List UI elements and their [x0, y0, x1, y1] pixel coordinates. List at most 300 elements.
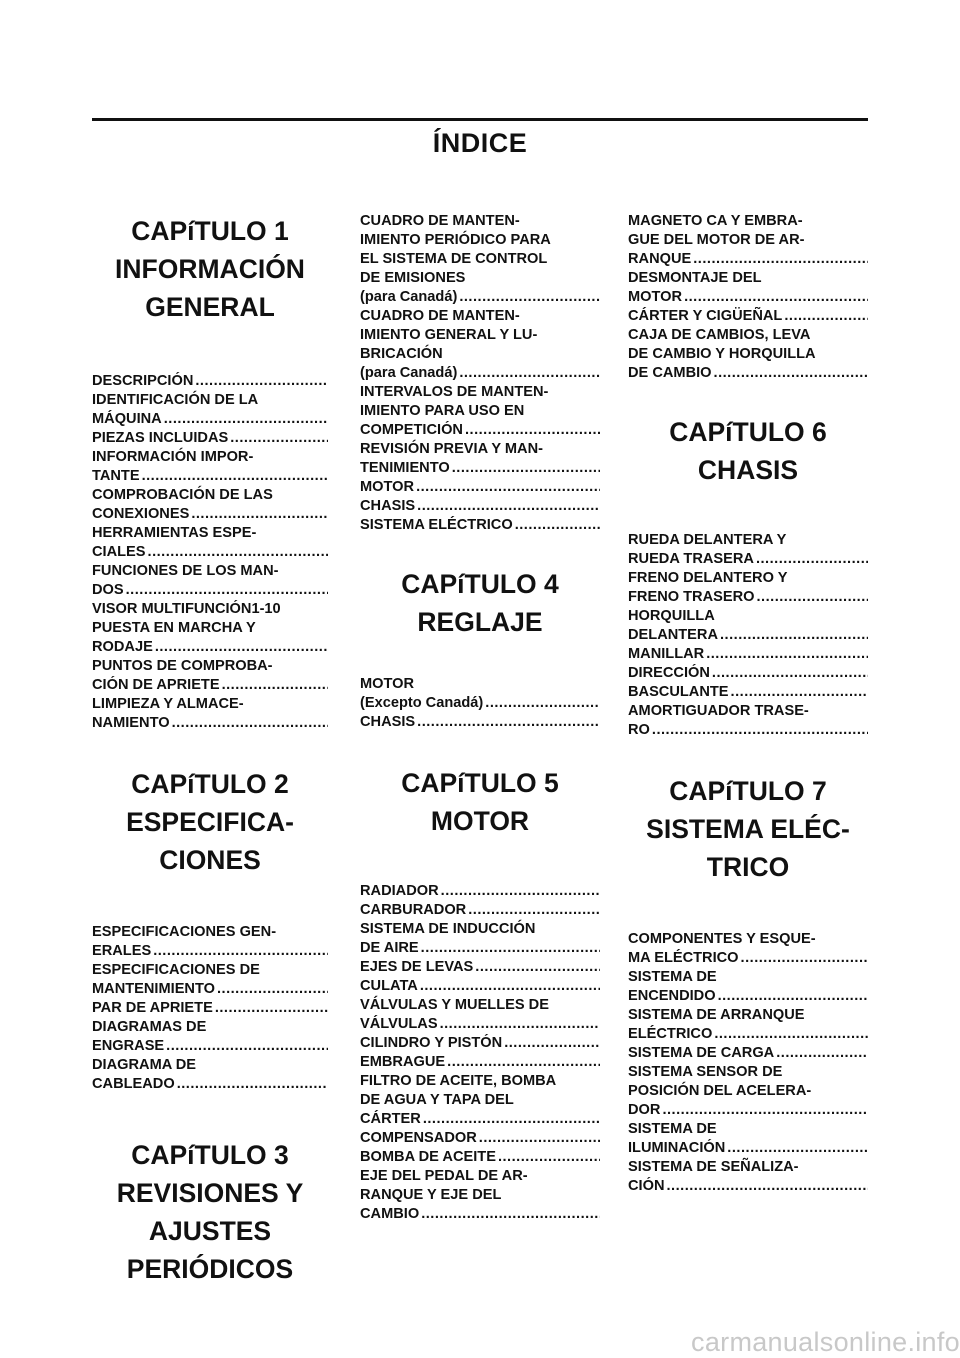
toc-entry-last-line: [360, 1053, 600, 1072]
chapter-heading-line: CHASIS: [697, 455, 799, 485]
dot-leader: [483, 695, 600, 711]
chapter-heading-line: REVISIONES Y: [116, 1178, 304, 1208]
toc-entry[interactable]: [360, 920, 600, 958]
toc-entry-text: MOTOR: [360, 479, 415, 495]
toc-entry-text: DOS: [92, 582, 124, 598]
dot-leader: [457, 289, 600, 305]
toc-entry-text: RADIADOR: [360, 883, 439, 899]
toc-entry[interactable]: [628, 702, 868, 740]
toc-entry[interactable]: [628, 569, 868, 607]
toc-entry-text: VÁLVULAS: [360, 1016, 438, 1032]
toc-entry-last-line: [628, 588, 868, 607]
toc-entry-last-line: [92, 429, 328, 448]
toc-entry-text: MÁQUINA: [92, 411, 162, 427]
toc-entry-last-line: [360, 421, 600, 440]
toc-entry[interactable]: [360, 383, 600, 440]
toc-entry-text: ILUMINACIÓN: [628, 1140, 726, 1156]
dot-leader: [140, 468, 328, 484]
toc-entry[interactable]: [628, 664, 868, 683]
chapter-heading-line: PERIÓDICOS: [126, 1254, 294, 1284]
toc-entry[interactable]: [628, 1158, 868, 1196]
toc-entry[interactable]: [360, 901, 600, 920]
dot-leader: [716, 988, 868, 1004]
toc-entry-last-line: [360, 713, 600, 732]
dot-leader: [782, 308, 868, 324]
toc-entry-last-line: [628, 683, 868, 702]
toc-entry-text: PUESTA EN MARCHA Y: [92, 620, 256, 636]
dot-leader: [712, 365, 868, 381]
toc-entry[interactable]: [360, 478, 600, 497]
dot-leader: [415, 714, 600, 730]
toc-entry-last-line: [92, 1075, 328, 1094]
toc-entry-text: SISTEMA DE INDUCCIÓN: [360, 921, 536, 937]
toc-entry-text: INFORMACIÓN IMPOR-: [92, 449, 254, 465]
dot-leader: [450, 460, 600, 476]
toc-entry-text: CHASIS: [360, 498, 416, 514]
dot-leader: [415, 498, 600, 514]
toc-entry-text: DE CAMBIO: [628, 365, 712, 381]
toc-entry-text: CUADRO DE MANTEN-: [360, 213, 520, 229]
dot-leader: [414, 479, 600, 495]
toc-entry-text: IMIENTO PARA USO EN: [360, 403, 525, 419]
chapter-heading-line: MOTOR: [430, 806, 530, 836]
toc-entry-text: DE AIRE: [360, 940, 419, 956]
dot-leader: [754, 589, 868, 605]
toc-entry[interactable]: [360, 440, 600, 478]
chapter-heading-line: INFORMACIÓN: [115, 254, 305, 284]
toc-entry-last-line: [92, 999, 328, 1018]
chapter-heading-line: CIONES: [159, 845, 261, 875]
toc-entry[interactable]: [628, 1120, 868, 1158]
toc-entry[interactable]: [628, 307, 868, 326]
dot-leader: [153, 639, 328, 655]
toc-entry[interactable]: [360, 1148, 600, 1167]
dot-leader: [220, 677, 328, 693]
toc-entry-last-line: [360, 1129, 600, 1148]
dot-leader: [466, 902, 600, 918]
toc-entry-text: SISTEMA ELÉCTRICO: [360, 517, 513, 533]
toc-entry-text: SISTEMA DE SEÑALIZA-: [628, 1159, 799, 1175]
chapter-heading-line: CAPíTULO 3: [131, 1140, 289, 1170]
watermark: carmanualsonline.info: [691, 1327, 960, 1357]
toc-entry[interactable]: [92, 486, 328, 524]
toc-entry-text: FRENO DELANTERO Y: [628, 570, 788, 586]
chapter-heading: [360, 764, 600, 840]
chapter-heading: [360, 565, 600, 641]
toc-column-1: [92, 212, 328, 1288]
dot-leader: [473, 959, 600, 975]
toc-entry-text: COMPONENTES Y ESQUE-: [628, 931, 816, 947]
toc-entry-text: SISTEMA DE: [628, 969, 717, 985]
toc-entry-text: DE EMISIONES: [360, 270, 466, 286]
toc-entry-text: CHASIS: [360, 714, 416, 730]
dot-leader: [438, 1016, 600, 1032]
toc-entry-text: FUNCIONES DE LOS MAN-: [92, 563, 279, 579]
toc-entry[interactable]: [360, 958, 600, 977]
toc-entry-text: CIÓN DE APRIETE: [92, 677, 220, 693]
dot-leader: [754, 551, 868, 567]
toc-entry-text: NAMIENTO: [92, 715, 170, 731]
chapter-heading-line: REGLAJE: [417, 607, 543, 637]
toc-entry[interactable]: [92, 391, 328, 429]
toc-entry-last-line: [628, 1177, 868, 1196]
dot-leader: [439, 883, 600, 899]
toc-entry[interactable]: [628, 1044, 868, 1063]
toc-entry-text: CIALES: [92, 544, 146, 560]
toc-entry[interactable]: [628, 1063, 868, 1120]
toc-entry-last-line: [628, 1044, 868, 1063]
toc-entry-text: RO: [628, 722, 650, 738]
toc-entry[interactable]: [92, 600, 328, 619]
toc-entry-text: DOR: [628, 1102, 661, 1118]
toc-entry-last-line: [628, 550, 868, 569]
toc-entry-text: SISTEMA DE ARRANQUE: [628, 1007, 805, 1023]
toc-column-2: [360, 212, 600, 1224]
toc-page-number: 1-10: [251, 601, 281, 617]
toc-entry-text: DIAGRAMA DE: [92, 1057, 197, 1073]
toc-entry[interactable]: [628, 269, 868, 307]
toc-entry[interactable]: [92, 695, 328, 733]
toc-entry-text: LIMPIEZA Y ALMACE-: [92, 696, 244, 712]
toc-entry-last-line: [628, 1025, 868, 1044]
toc-entry[interactable]: [628, 930, 868, 968]
toc-entry-text: BOMBA DE ACEITE: [360, 1149, 496, 1165]
dot-leader: [463, 422, 600, 438]
toc-entry-text: CAJA DE CAMBIOS, LEVA: [628, 327, 811, 343]
toc-entry-last-line: [92, 467, 328, 486]
toc-entry-last-line: [92, 980, 328, 999]
toc-entry[interactable]: [92, 961, 328, 999]
toc-entry-text: ELÉCTRICO: [628, 1026, 713, 1042]
toc-entry-text: RODAJE: [92, 639, 153, 655]
toc-entry-text: ENCENDIDO: [628, 988, 716, 1004]
toc-entry-last-line: [360, 1148, 600, 1167]
chapter-heading: [628, 413, 868, 489]
toc-entry-text: CONEXIONES: [92, 506, 190, 522]
toc-entry-text: ERALES: [92, 943, 152, 959]
toc-entry[interactable]: [360, 497, 600, 516]
dot-leader: [421, 1111, 600, 1127]
chapter-heading: [628, 772, 868, 886]
toc-entry-last-line: [628, 1139, 868, 1158]
toc-entry-text: IMIENTO GENERAL Y LU-: [360, 327, 538, 343]
toc-entry-last-line: [360, 882, 600, 901]
chapter-heading: [92, 765, 328, 879]
toc-entry[interactable]: [92, 1018, 328, 1056]
toc-entry-last-line: [628, 645, 868, 664]
toc-entry[interactable]: [360, 1072, 600, 1129]
chapter-heading-line: CAPíTULO 4: [401, 569, 559, 599]
toc-entry-text: MANILLAR: [628, 646, 705, 662]
dot-leader: [457, 365, 600, 381]
toc-entry[interactable]: [628, 968, 868, 1006]
toc-entry[interactable]: [360, 675, 600, 713]
toc-entry-last-line: [360, 364, 600, 383]
toc-entry-list: [360, 882, 600, 1224]
dot-leader: [162, 411, 328, 427]
chapter-heading-line: CAPíTULO 6: [669, 417, 827, 447]
dot-leader: [445, 1054, 600, 1070]
toc-entry-text: INTERVALOS DE MANTEN-: [360, 384, 549, 400]
dot-leader: [691, 251, 868, 267]
toc-entry-text: TENIMIENTO: [360, 460, 450, 476]
chapter-heading-line: CAPíTULO 2: [131, 769, 289, 799]
toc-entry-list: [628, 212, 868, 383]
dot-leader: [774, 1045, 868, 1061]
chapter-heading-line: SISTEMA ELÉC-: [646, 814, 850, 844]
toc-entry-last-line: [92, 600, 328, 619]
toc-entry-text: RUEDA TRASERA: [628, 551, 754, 567]
toc-entry-last-line: [92, 714, 328, 733]
toc-entry[interactable]: [628, 683, 868, 702]
page-title: ÍNDICE: [432, 128, 528, 158]
dot-leader: [496, 1149, 600, 1165]
toc-entry[interactable]: [92, 657, 328, 695]
toc-entry[interactable]: [92, 524, 328, 562]
toc-entry-text: SISTEMA DE CARGA: [628, 1045, 775, 1061]
toc-entry-last-line: [628, 307, 868, 326]
toc-entry-last-line: [360, 939, 600, 958]
dot-leader: [419, 940, 600, 956]
dot-leader: [664, 1178, 868, 1194]
dot-leader: [193, 373, 328, 389]
toc-entry-text: REVISIÓN PREVIA Y MAN-: [360, 441, 543, 457]
toc-entry-last-line: [360, 478, 600, 497]
toc-entry-last-line: [360, 977, 600, 996]
toc-entry-text: FRENO TRASERO: [628, 589, 755, 605]
toc-entry-text: EL SISTEMA DE CONTROL: [360, 251, 548, 267]
toc-entry-text: ENGRASE: [92, 1038, 165, 1054]
toc-entry-text: DESMONTAJE DEL: [628, 270, 762, 286]
dot-leader: [513, 517, 600, 533]
toc-entry[interactable]: [360, 977, 600, 996]
dot-leader: [124, 582, 328, 598]
toc-entry-last-line: [92, 581, 328, 600]
toc-entry-list: [92, 923, 328, 1094]
toc-entry-last-line: [628, 1101, 868, 1120]
chapter-heading-line: CAPíTULO 7: [669, 776, 827, 806]
toc-entry-text: AMORTIGUADOR TRASE-: [628, 703, 809, 719]
dot-leader: [213, 1000, 328, 1016]
toc-entry-list: [360, 675, 600, 732]
chapter-heading-line: GENERAL: [145, 292, 275, 322]
toc-entry-last-line: [360, 901, 600, 920]
toc-entry[interactable]: [628, 531, 868, 569]
dot-leader: [170, 715, 328, 731]
dot-leader: [682, 289, 868, 305]
toc-entry[interactable]: [360, 1053, 600, 1072]
toc-entry[interactable]: [360, 516, 600, 535]
toc-entry-last-line: [92, 410, 328, 429]
chapter-heading: [92, 1136, 328, 1288]
toc-entry-text: CÁRTER Y CIGÜEÑAL: [628, 308, 783, 324]
dot-leader: [729, 684, 868, 700]
toc-entry-text: PAR DE APRIETE: [92, 1000, 213, 1016]
toc-entry-text: COMPENSADOR: [360, 1130, 477, 1146]
toc-entry-text: (para Canadá): [360, 365, 458, 381]
toc-entry[interactable]: [628, 212, 868, 269]
toc-entry-text: CILINDRO Y PISTÓN: [360, 1035, 503, 1051]
toc-entry-text: POSICIÓN DEL ACELERA-: [628, 1083, 812, 1099]
dot-leader: [718, 627, 868, 643]
toc-entry-text: CÁRTER: [360, 1111, 421, 1127]
toc-entry-text: DIAGRAMAS DE: [92, 1019, 207, 1035]
header-rule: [92, 118, 868, 121]
toc-entry[interactable]: [628, 326, 868, 383]
toc-entry-text: BASCULANTE: [628, 684, 729, 700]
chapter-heading-line: CAPíTULO 1: [131, 216, 289, 246]
toc-entry-text: DE CAMBIO Y HORQUILLA: [628, 346, 816, 362]
dot-leader: [660, 1102, 868, 1118]
toc-entry-last-line: [628, 664, 868, 683]
toc-entry-text: EMBRAGUE: [360, 1054, 446, 1070]
dot-leader: [419, 1206, 600, 1222]
toc-entry-last-line: [628, 288, 868, 307]
toc-entry-text: EJES DE LEVAS: [360, 959, 474, 975]
toc-entry-last-line: [360, 1015, 600, 1034]
toc-entry-text: VÁLVULAS Y MUELLES DE: [360, 997, 549, 1013]
toc-entry[interactable]: [360, 307, 600, 383]
toc-entry-text: GUE DEL MOTOR DE AR-: [628, 232, 805, 248]
toc-entry[interactable]: [92, 619, 328, 657]
toc-entry[interactable]: [360, 996, 600, 1034]
toc-entry-text: SISTEMA SENSOR DE: [628, 1064, 783, 1080]
dot-leader: [215, 981, 328, 997]
dot-leader: [189, 506, 328, 522]
toc-entry-text: CULATA: [360, 978, 418, 994]
toc-entry-text: HORQUILLA: [628, 608, 715, 624]
toc-entry-text: MOTOR: [360, 676, 415, 692]
toc-entry-text: COMPETICIÓN: [360, 422, 463, 438]
toc-entry-text: VISOR MULTIFUNCIÓN: [92, 601, 252, 617]
toc-entry-text: IDENTIFICACIÓN DE LA: [92, 392, 259, 408]
toc-entry[interactable]: [92, 999, 328, 1018]
toc-entry-text: DE AGUA Y TAPA DEL: [360, 1092, 514, 1108]
toc-entry[interactable]: [92, 448, 328, 486]
toc-entry[interactable]: [360, 1034, 600, 1053]
dot-leader: [164, 1038, 328, 1054]
toc-entry-last-line: [628, 721, 868, 740]
toc-entry[interactable]: [628, 645, 868, 664]
toc-entry-text: RANQUE Y EJE DEL: [360, 1187, 502, 1203]
toc-entry-text: CIÓN: [628, 1178, 665, 1194]
toc-entry-last-line: [92, 543, 328, 562]
toc-entry-text: RUEDA DELANTERA Y: [628, 532, 787, 548]
toc-entry-last-line: [360, 694, 600, 713]
toc-entry-last-line: [628, 626, 868, 645]
toc-entry-text: ESPECIFICACIONES DE: [92, 962, 260, 978]
toc-entry[interactable]: [92, 372, 328, 391]
toc-entry-last-line: [360, 288, 600, 307]
chapter-heading-line: CAPíTULO 5: [401, 768, 559, 798]
toc-entry-text: (para Canadá): [360, 289, 458, 305]
dot-leader: [704, 646, 868, 662]
toc-entry-list: [628, 531, 868, 740]
toc-entry[interactable]: [92, 923, 328, 961]
toc-entry[interactable]: [628, 1006, 868, 1044]
toc-entry-list: [92, 372, 328, 733]
dot-leader: [151, 943, 328, 959]
toc-entry-text: FILTRO DE ACEITE, BOMBA: [360, 1073, 557, 1089]
dot-leader: [502, 1035, 600, 1051]
toc-entry-text: DESCRIPCIÓN: [92, 373, 194, 389]
toc-entry[interactable]: [92, 429, 328, 448]
toc-entry-text: CAMBIO: [360, 1206, 420, 1222]
toc-entry-last-line: [360, 459, 600, 478]
toc-entry-last-line: [360, 1205, 600, 1224]
toc-entry[interactable]: [628, 607, 868, 645]
toc-entry-last-line: [92, 1037, 328, 1056]
dot-leader: [418, 978, 600, 994]
toc-entry-text: (Excepto Canadá): [360, 695, 484, 711]
chapter-heading-line: TRICO: [706, 852, 790, 882]
toc-entry[interactable]: [360, 1167, 600, 1224]
dot-leader: [710, 665, 868, 681]
toc-entry-text: PUNTOS DE COMPROBA-: [92, 658, 273, 674]
toc-entry-last-line: [92, 942, 328, 961]
toc-entry-last-line: [628, 987, 868, 1006]
toc-entry-last-line: [628, 250, 868, 269]
toc-entry-text: MA ELÉCTRICO: [628, 950, 739, 966]
toc-entry-last-line: [360, 497, 600, 516]
toc-entry-text: DELANTERA: [628, 627, 718, 643]
toc-entry[interactable]: [360, 713, 600, 732]
toc-entry-text: BRICACIÓN: [360, 346, 443, 362]
toc-entry-text: EJE DEL PEDAL DE AR-: [360, 1168, 528, 1184]
toc-entry-list: [628, 930, 868, 1196]
toc-entry[interactable]: [360, 1129, 600, 1148]
dot-leader: [477, 1130, 600, 1146]
dot-leader: [712, 1026, 868, 1042]
toc-entry-text: MOTOR: [628, 289, 683, 305]
toc-entry[interactable]: [360, 212, 600, 307]
toc-entry-text: ESPECIFICACIONES GEN-: [92, 924, 277, 940]
dot-leader: [228, 430, 328, 446]
toc-entry-last-line: [360, 1034, 600, 1053]
toc-entry-last-line: [360, 516, 600, 535]
toc-entry-text: TANTE: [92, 468, 140, 484]
toc-entry-last-line: [360, 1110, 600, 1129]
toc-column-3: [628, 212, 868, 1196]
toc-entry[interactable]: [92, 562, 328, 600]
toc-entry-text: CARBURADOR: [360, 902, 467, 918]
toc-entry-last-line: [360, 958, 600, 977]
toc-entry-text: CUADRO DE MANTEN-: [360, 308, 520, 324]
dot-leader: [146, 544, 328, 560]
toc-entry[interactable]: [360, 882, 600, 901]
dot-leader: [650, 722, 868, 738]
toc-entry-text: MANTENIMIENTO: [92, 981, 215, 997]
dot-leader: [739, 950, 868, 966]
chapter-heading-line: AJUSTES: [148, 1216, 272, 1246]
toc-entry-text: SISTEMA DE: [628, 1121, 717, 1137]
toc-entry-last-line: [92, 505, 328, 524]
toc-entry-text: MAGNETO CA Y EMBRA-: [628, 213, 803, 229]
toc-entry[interactable]: [92, 1056, 328, 1094]
toc-entry-text: RANQUE: [628, 251, 692, 267]
toc-entry-last-line: [628, 364, 868, 383]
toc-entry-last-line: [628, 949, 868, 968]
toc-entry-last-line: [92, 372, 328, 391]
toc-entry-last-line: [92, 638, 328, 657]
dot-leader: [175, 1076, 328, 1092]
toc-entry-text: CABLEADO: [92, 1076, 175, 1092]
toc-entry-text: PIEZAS INCLUIDAS: [92, 430, 229, 446]
toc-entry-text: IMIENTO PERIÓDICO PARA: [360, 232, 551, 248]
toc-entry-text: HERRAMIENTAS ESPE-: [92, 525, 257, 541]
toc-entry-list: [360, 212, 600, 535]
dot-leader: [725, 1140, 868, 1156]
